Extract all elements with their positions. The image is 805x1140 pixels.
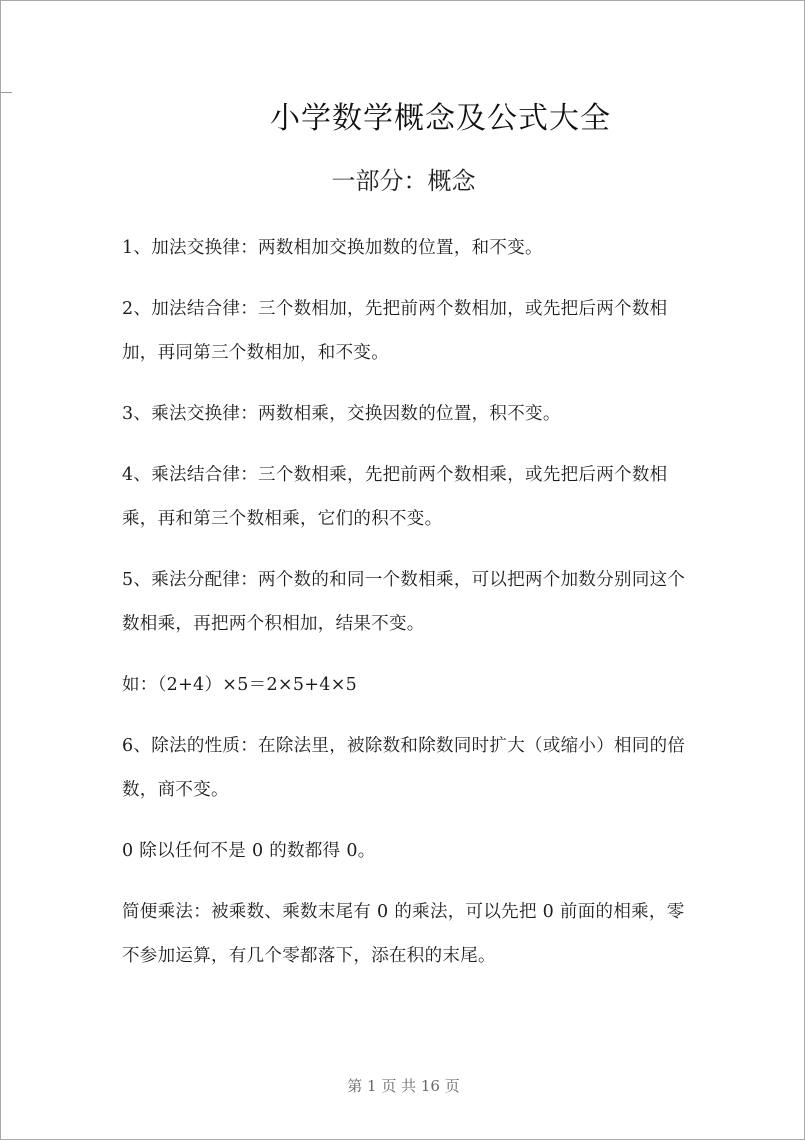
paragraph-distributive: 5、乘法分配律：两个数的和同一个数相乘，可以把两个加数分别同这个数相乘，再把两个积相加，结果不变。: [122, 570, 686, 634]
margin-crop-mark: [1, 92, 12, 93]
paragraph-zero-division: 0 除以任何不是 0 的数都得 0。: [122, 841, 376, 861]
page-footer: 第 1 页 共 16 页: [347, 1077, 460, 1095]
document-body: [122, 226, 694, 995]
paragraph-division-property: 6、除法的性质：在除法里，被除数和除数同时扩大（或缩小）相同的倍数，商不变。: [122, 736, 686, 800]
paragraph-addition-associative: 2、加法结合律：三个数相加，先把前两个数相加，或先把后两个数相加，再同第三个数相加，和不变。: [122, 299, 668, 363]
paragraph-addition-commutative: 1、加法交换律：两数相加交换加数的位置，和不变。: [122, 238, 543, 258]
section-heading: 一部分：概念: [331, 167, 476, 195]
document-title: 小学数学概念及公式大全: [270, 101, 611, 136]
paragraph-simple-multiplication: 简便乘法：被乘数、乘数末尾有 0 的乘法，可以先把 0 前面的相乘，零不参加运算，有几个零都落下，添在积的末尾。: [122, 902, 685, 966]
paragraph-multiplication-associative: 4、乘法结合律：三个数相乘，先把前两个数相乘，或先把后两个数相乘，再和第三个数相乘，它们的积不变。: [122, 465, 668, 529]
paragraph-multiplication-commutative: 3、乘法交换律：两数相乘，交换因数的位置，积不变。: [122, 404, 561, 424]
paragraph-example: 如：（2+4）×5＝2×5+4×5: [122, 675, 358, 695]
